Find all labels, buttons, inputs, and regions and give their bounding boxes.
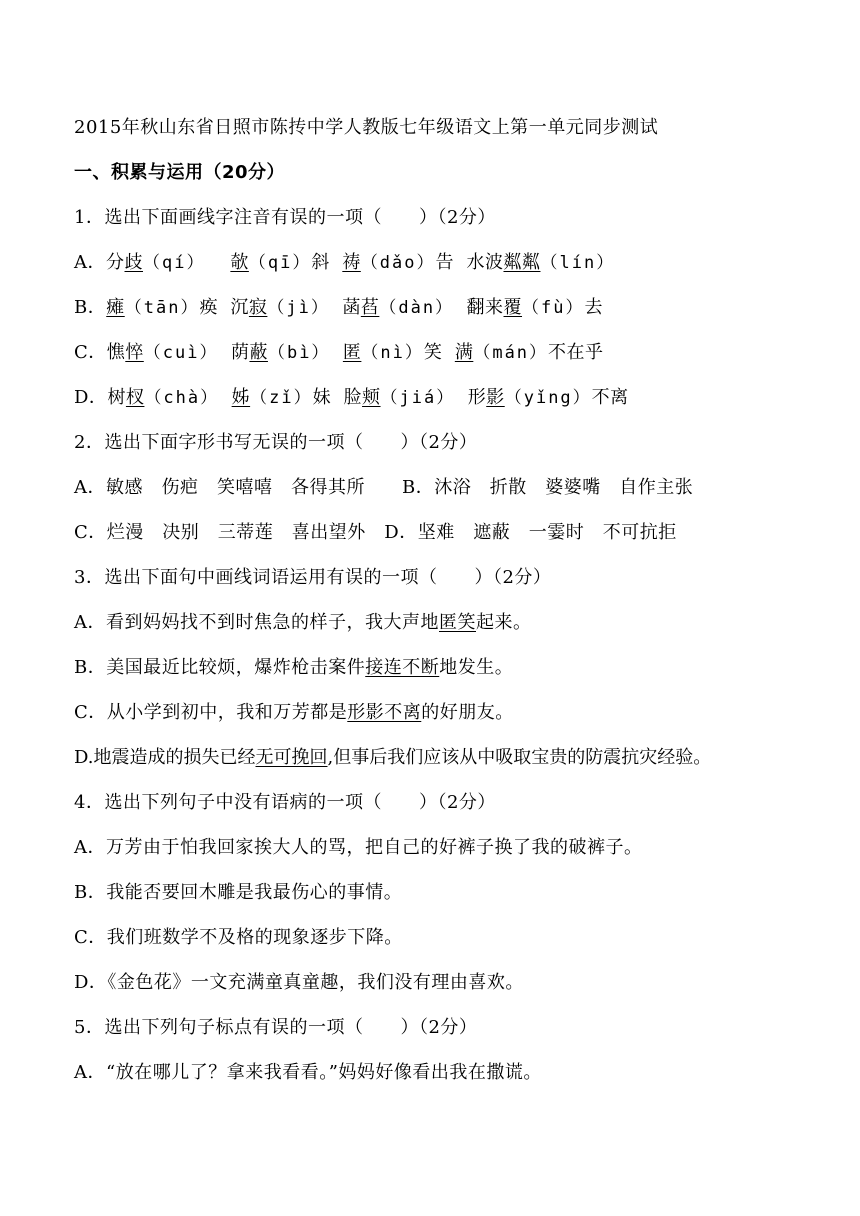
q1-option-c: C．憔悴（cuì） 荫蔽（bì） 匿（nì）笑 满（mán）不在乎 <box>74 342 604 363</box>
q5-option-a: A．“放在哪儿了？拿来我看看。”妈妈好像看出我在撒谎。 <box>74 1062 542 1083</box>
document-title: 2015年秋山东省日照市陈抟中学人教版七年级语文上第一单元同步测试 <box>74 117 659 138</box>
q4-option-a: A．万芳由于怕我回家挨大人的骂，把自己的好裤子换了我的破裤子。 <box>74 837 643 858</box>
section-heading: 一、积累与运用（20分） <box>74 162 286 183</box>
q5-stem: 5．选出下列句子标点有误的一项（ ）（2分） <box>74 1017 478 1038</box>
q3-option-c: C．从小学到初中，我和万芳都是形影不离的好朋友。 <box>74 702 514 723</box>
q2-stem: 2．选出下面字形书写无误的一项（ ）（2分） <box>74 432 478 453</box>
q1-option-d: D．树杈（chà） 姊（zǐ）妹 脸颊（jiá） 形影（yǐng）不离 <box>74 387 629 408</box>
q2-options-cd: C．烂漫 决别 三蒂莲 喜出望外 D．坚难 遮蔽 一霎时 不可抗拒 <box>74 522 677 543</box>
q3-option-a: A．看到妈妈找不到时焦急的样子，我大声地匿笑起来。 <box>74 612 532 633</box>
q3-stem: 3．选出下面句中画线词语运用有误的一项（ ）（2分） <box>74 567 552 588</box>
q1-option-b: B．瘫（tān）痪 沉寂（jì） 菡萏（dàn） 翻来覆（fù）去 <box>74 297 603 318</box>
q3-option-d: D.地震造成的损失已经无可挽回,但事后我们应该从中吸取宝贵的防震抗灾经验。 <box>74 747 712 768</box>
q3-option-b: B．美国最近比较烦，爆炸枪击案件接连不断地发生。 <box>74 657 514 678</box>
q4-option-c: C．我们班数学不及格的现象逐步下降。 <box>74 927 403 948</box>
q1-stem: 1．选出下面画线字注音有误的一项（ ）（2分） <box>74 207 496 228</box>
q2-options-ab: A．敏感 伤疤 笑嘻嘻 各得其所 B．沐浴 折散 婆婆嘴 自作主张 <box>74 477 694 498</box>
q4-stem: 4．选出下列句子中没有语病的一项（ ）（2分） <box>74 792 496 813</box>
q4-option-d: D．《金色花》一文充满童真童趣，我们没有理由喜欢。 <box>74 972 524 993</box>
q4-option-b: B．我能否要回木雕是我最伤心的事情。 <box>74 882 403 903</box>
q1-option-a: A．分歧（qí） 欹（qī）斜 祷（dǎo）告 水波粼粼（lín） <box>74 252 616 273</box>
